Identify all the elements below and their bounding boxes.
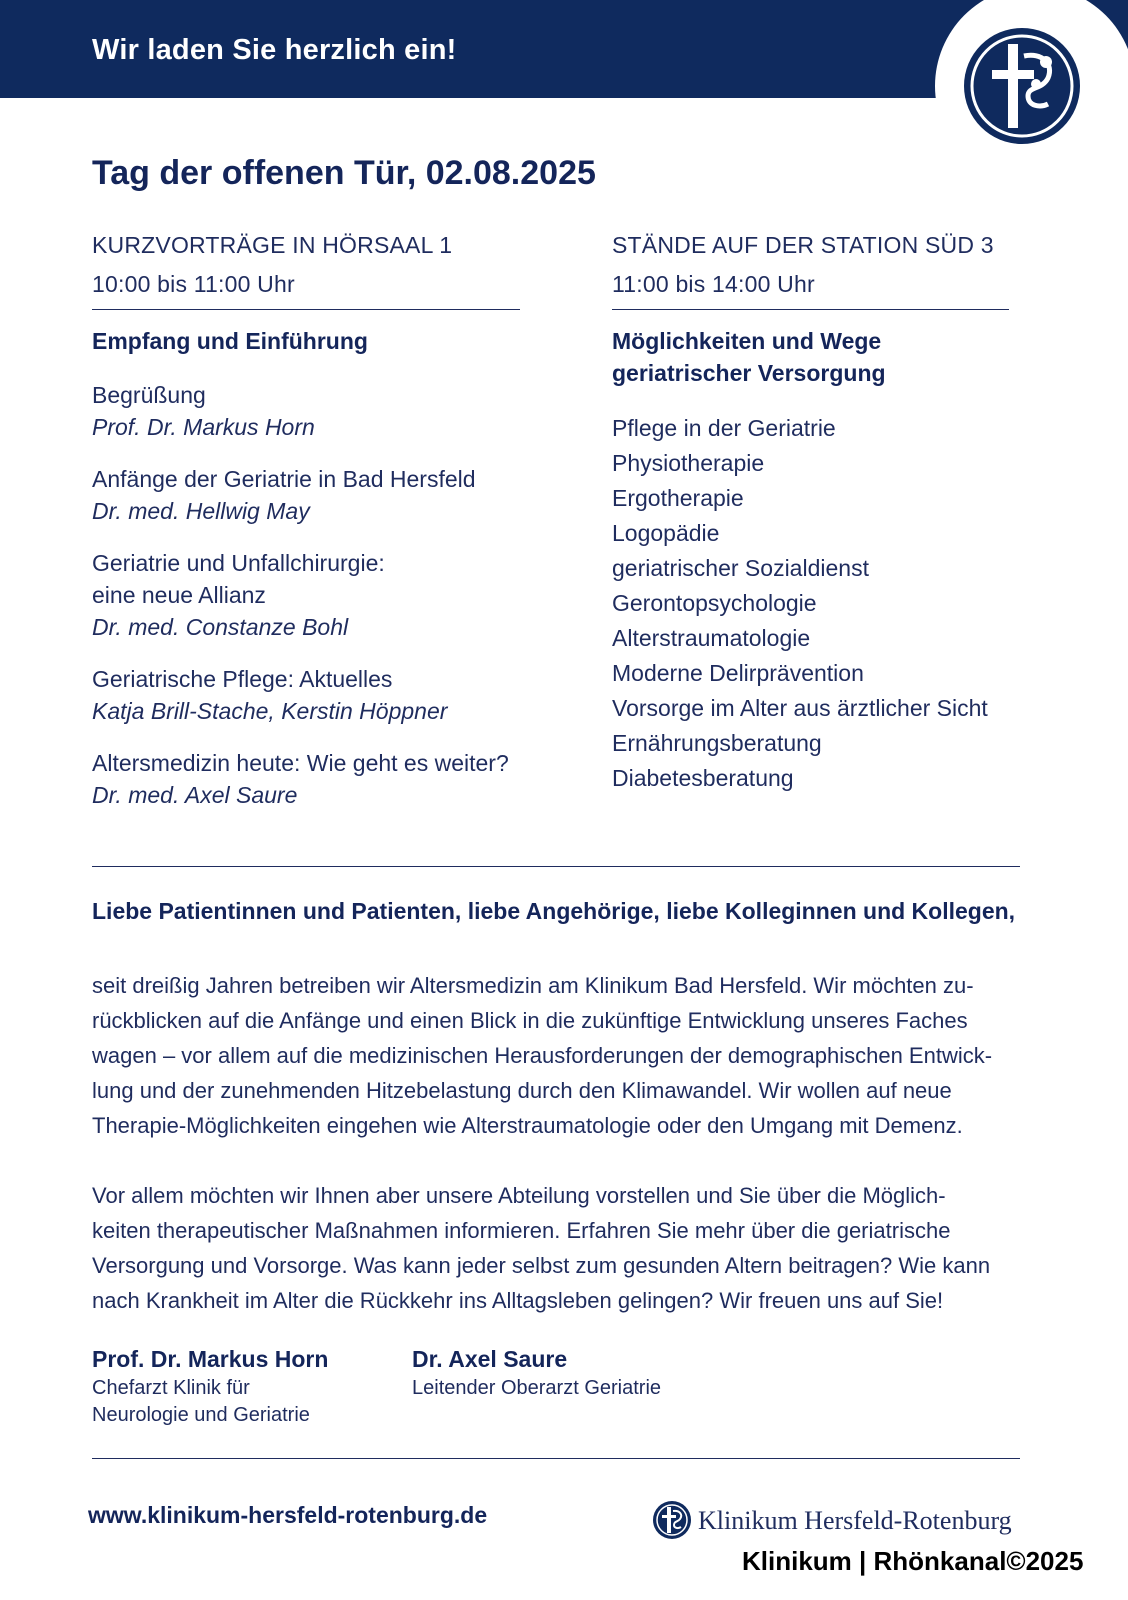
talk-speaker: Dr. med. Axel Saure <box>92 782 298 808</box>
clinic-emblem-icon <box>962 26 1082 146</box>
stations-column <box>612 226 1032 796</box>
watermark-text: Klinikum | Rhönkanal©2025 <box>742 1546 1084 1576</box>
talk-item <box>92 747 522 811</box>
paragraph-line: keiten therapeutischer Maßnahmen informieren. Erfahren Sie mehr über die geriatrische <box>92 1218 951 1243</box>
list-item: Moderne Delirprävention <box>612 660 864 686</box>
talk-list <box>92 379 522 811</box>
divider <box>92 1458 1020 1459</box>
lectures-time: 10:00 bis 11:00 Uhr <box>92 271 295 297</box>
clinic-logo-text: Klinikum Hersfeld-Rotenburg <box>698 1506 1012 1535</box>
divider <box>612 309 1009 310</box>
letter-greeting: Liebe Patientinnen und Patienten, liebe Angehörige, liebe Kolleginnen und Kollegen, <box>92 898 1016 924</box>
list-item: Ergotherapie <box>612 485 744 511</box>
talk-title: Geriatrische Pflege: Aktuelles <box>92 666 393 692</box>
signature-role: Neurologie und Geriatrie <box>92 1404 310 1426</box>
talk-title: Begrüßung <box>92 382 206 408</box>
talk-item <box>92 463 522 527</box>
letter-paragraph-2 <box>92 1178 1032 1318</box>
website-link[interactable]: www.klinikum-hersfeld-rotenburg.de <box>88 1502 488 1528</box>
talk-speaker: Dr. med. Hellwig May <box>92 498 310 524</box>
lectures-column <box>92 226 522 831</box>
list-item: geriatrischer Sozialdienst <box>612 555 869 581</box>
talk-speaker: Prof. Dr. Markus Horn <box>92 414 315 440</box>
list-item: Pflege in der Geriatrie <box>612 415 836 441</box>
talk-speaker: Katja Brill-Stache, Kerstin Höppner <box>92 698 448 724</box>
page-title: Tag der offenen Tür, 02.08.2025 <box>92 154 596 192</box>
list-item: Diabetesberatung <box>612 765 794 791</box>
list-item: Vorsorge im Alter aus ärztlicher Sicht <box>612 695 988 721</box>
talk-item <box>92 379 522 443</box>
signature-role: Leitender Oberarzt Geriatrie <box>412 1377 662 1399</box>
talk-item <box>92 547 522 643</box>
divider <box>92 866 1020 867</box>
paragraph-line: Therapie-Möglichkeiten eingehen wie Alterstraumatologie oder den Umgang mit Demenz. <box>92 1113 963 1138</box>
section-title <box>612 325 1032 389</box>
paragraph-line: wagen – vor allem auf die medizinischen Herausforderungen der demographischen Entwick- <box>92 1043 993 1068</box>
section-title-line: Möglichkeiten und Wege <box>612 328 882 354</box>
paragraph-line: nach Krankheit im Alter die Rückkehr ins Alltagsleben gelingen? Wir freuen uns auf Sie! <box>92 1288 944 1313</box>
talk-speaker: Dr. med. Constanze Bohl <box>92 614 349 640</box>
letter-paragraph-1 <box>92 968 1032 1143</box>
paragraph-line: rückblicken auf die Anfänge und einen Blick in die zukünftige Entwicklung unseres Faches <box>92 1008 968 1033</box>
stations-time: 11:00 bis 14:00 Uhr <box>612 271 815 297</box>
list-item: Ernährungsberatung <box>612 730 822 756</box>
signature-role: Chefarzt Klinik für <box>92 1377 250 1399</box>
list-item: Logopädie <box>612 520 720 546</box>
invitation-banner-text: Wir laden Sie herzlich ein! <box>92 34 457 66</box>
clinic-logo-icon <box>652 1500 692 1540</box>
talk-title-continued: eine neue Allianz <box>92 582 266 608</box>
list-item: Alterstraumatologie <box>612 625 811 651</box>
list-item: Gerontopsychologie <box>612 590 817 616</box>
paragraph-line: Versorgung und Vorsorge. Was kann jeder selbst zum gesunden Altern beitragen? Wie kann <box>92 1253 991 1278</box>
signature-name: Dr. Axel Saure <box>412 1346 568 1372</box>
paragraph-line: lung und der zunehmenden Hitzebelastung durch den Klimawandel. Wir wollen auf neue <box>92 1078 952 1103</box>
talk-title: Anfänge der Geriatrie in Bad Hersfeld <box>92 466 476 492</box>
paragraph-line: seit dreißig Jahren betreiben wir Altersmedizin am Klinikum Bad Hersfeld. Wir möchten zu- <box>92 973 974 998</box>
section-title-line: geriatrischer Versorgung <box>612 360 886 386</box>
lectures-heading: KURZVORTRÄGE IN HÖRSAAL 1 <box>92 232 453 258</box>
signature-block <box>92 1343 328 1429</box>
list-item: Physiotherapie <box>612 450 765 476</box>
stations-heading: STÄNDE AUF DER STATION SÜD 3 <box>612 232 994 258</box>
signature-name: Prof. Dr. Markus Horn <box>92 1346 329 1372</box>
talk-title: Geriatrie und Unfallchirurgie: <box>92 550 385 576</box>
station-list <box>612 411 1032 796</box>
signature-block <box>412 1343 661 1402</box>
paragraph-line: Vor allem möchten wir Ihnen aber unsere Abteilung vorstellen und Sie über die Möglich- <box>92 1183 946 1208</box>
section-title: Empfang und Einführung <box>92 328 368 354</box>
divider <box>92 309 520 310</box>
talk-item <box>92 663 522 727</box>
talk-title: Altersmedizin heute: Wie geht es weiter? <box>92 750 509 776</box>
